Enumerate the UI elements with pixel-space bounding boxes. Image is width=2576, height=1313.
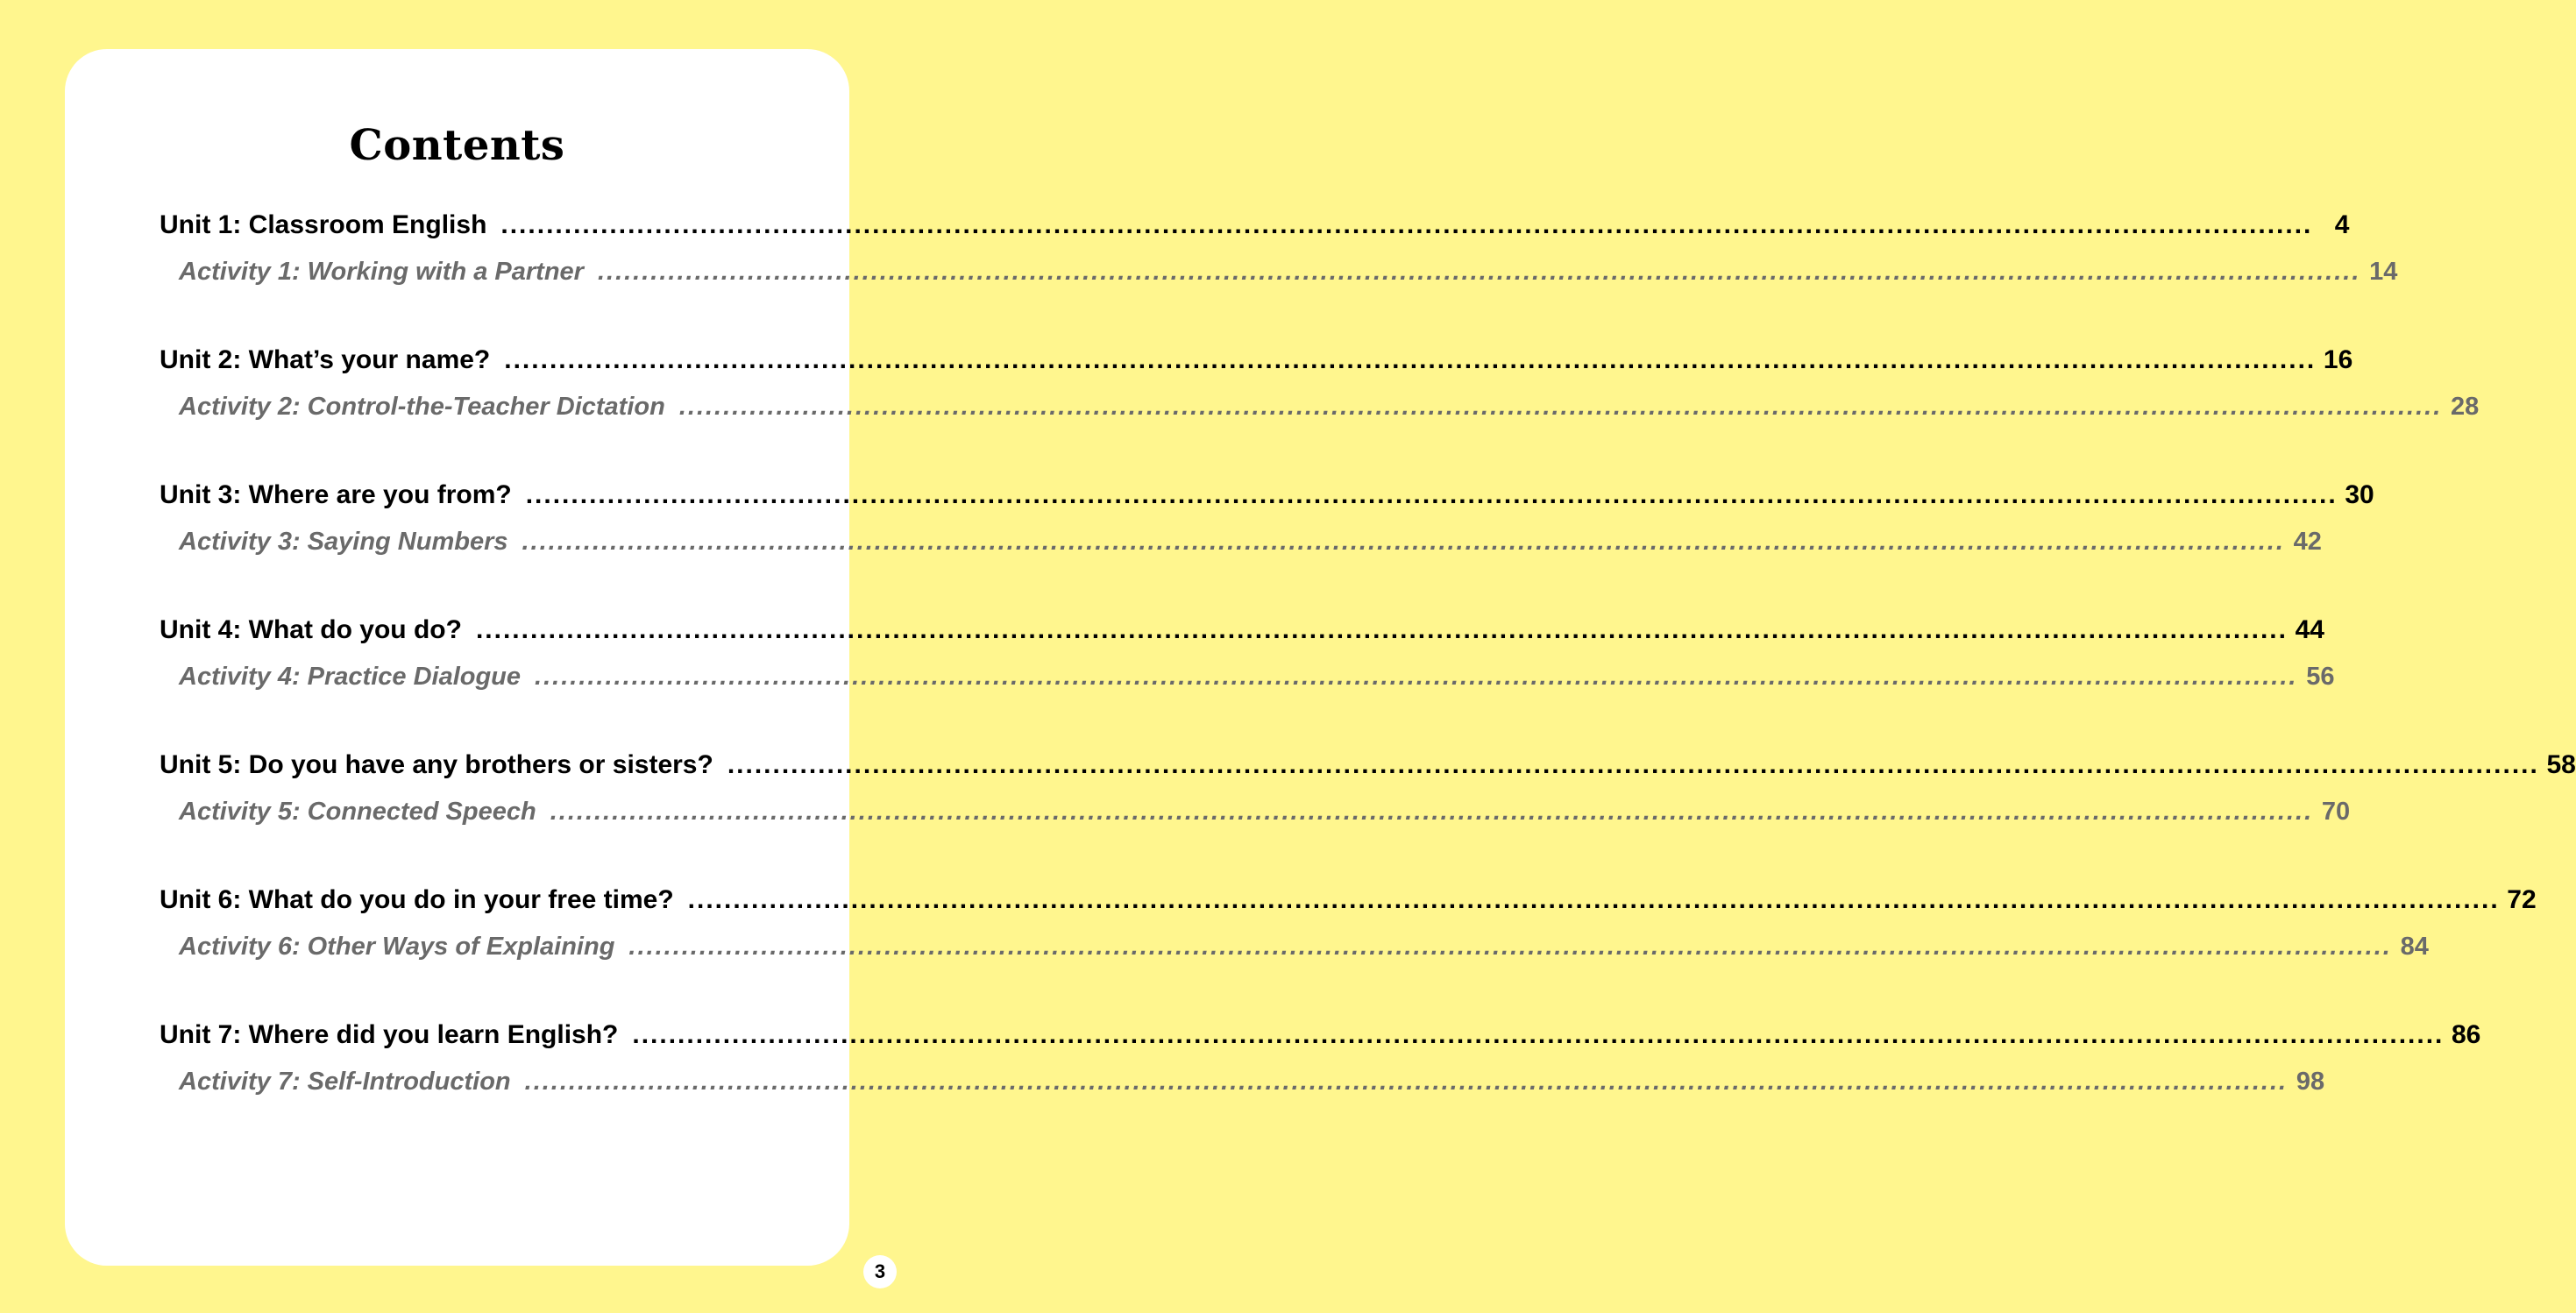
activity-title: Activity 3: Saying Numbers bbox=[179, 528, 508, 556]
dot-leader: ........................................................................................................................................................................................................ bbox=[632, 1020, 2445, 1049]
activity-title: Activity 5: Connected Speech bbox=[179, 798, 536, 826]
unit-title: Unit 2: What’s your name? bbox=[160, 345, 491, 374]
dot-leader: ........................................................................................................................................................................................................ bbox=[535, 663, 2298, 691]
toc-entry-unit-7[interactable] bbox=[160, 1020, 2481, 1068]
toc-group-unit-5 bbox=[160, 750, 2576, 885]
activity-title: Activity 1: Working with a Partner bbox=[179, 258, 584, 286]
unit-page-number: 30 bbox=[2345, 480, 2374, 509]
unit-page-number: 58 bbox=[2546, 750, 2576, 779]
toc-group-unit-1 bbox=[160, 210, 2398, 345]
toc-group-unit-3 bbox=[160, 480, 2374, 615]
toc-entry-activity-2[interactable] bbox=[179, 393, 2480, 440]
unit-title: Unit 6: What do you do in your free time? bbox=[160, 885, 674, 914]
unit-title: Unit 1: Classroom English bbox=[160, 210, 487, 239]
toc-group-unit-4 bbox=[160, 615, 2335, 750]
activity-title: Activity 6: Other Ways of Explaining bbox=[179, 933, 615, 961]
activity-page-number: 28 bbox=[2451, 393, 2480, 421]
dot-leader: ........................................................................................................................................................................................................ bbox=[500, 210, 2313, 239]
dot-leader: ........................................................................................................................................................................................................ bbox=[550, 798, 2314, 826]
toc-group-unit-7 bbox=[160, 1020, 2481, 1155]
unit-title: Unit 5: Do you have any brothers or sisters? bbox=[160, 750, 713, 779]
activity-title: Activity 4: Practice Dialogue bbox=[179, 663, 522, 691]
dot-leader: ........................................................................................................................................................................................................ bbox=[475, 615, 2288, 644]
page-number-badge: 3 bbox=[863, 1255, 897, 1288]
activity-page-number: 84 bbox=[2400, 933, 2429, 961]
toc-group-unit-2 bbox=[160, 345, 2480, 480]
toc-entry-activity-7[interactable] bbox=[179, 1068, 2325, 1115]
toc-entry-unit-6[interactable] bbox=[160, 885, 2537, 933]
dot-leader: ........................................................................................................................................................................................................ bbox=[678, 393, 2443, 421]
unit-page-number: 86 bbox=[2452, 1020, 2481, 1049]
dot-leader: ........................................................................................................................................................................................................ bbox=[522, 528, 2285, 556]
dot-leader: ........................................................................................................................................................................................................ bbox=[727, 750, 2539, 779]
toc-entry-unit-1[interactable] bbox=[160, 210, 2350, 258]
toc-entry-unit-5[interactable] bbox=[160, 750, 2576, 798]
dot-leader: ........................................................................................................................................................................................................ bbox=[525, 480, 2338, 509]
activity-page-number: 70 bbox=[2321, 798, 2351, 826]
toc-entry-unit-2[interactable] bbox=[160, 345, 2353, 393]
page-title: Contents bbox=[349, 121, 565, 170]
toc-group-unit-6 bbox=[160, 885, 2537, 1020]
toc-entry-activity-5[interactable] bbox=[179, 798, 2351, 845]
toc-entry-unit-3[interactable] bbox=[160, 480, 2374, 528]
unit-title: Unit 3: Where are you from? bbox=[160, 480, 512, 509]
contents-card bbox=[65, 49, 2576, 1266]
activity-title: Activity 2: Control-the-Teacher Dictation bbox=[179, 393, 665, 421]
dot-leader: ........................................................................................................................................................................................................ bbox=[628, 933, 2392, 961]
dot-leader: ........................................................................................................................................................................................................ bbox=[504, 345, 2317, 374]
unit-page-number: 16 bbox=[2323, 345, 2353, 374]
activity-page-number: 14 bbox=[2369, 258, 2398, 286]
activity-page-number: 56 bbox=[2306, 663, 2335, 691]
dot-leader: ........................................................................................................................................................................................................ bbox=[687, 885, 2500, 914]
unit-page-number: 44 bbox=[2295, 615, 2324, 644]
activity-title: Activity 7: Self-Introduction bbox=[179, 1068, 511, 1096]
toc-entry-unit-4[interactable] bbox=[160, 615, 2324, 663]
table-of-contents bbox=[160, 210, 2576, 1155]
toc-entry-activity-1[interactable] bbox=[179, 258, 2398, 305]
unit-page-number: 72 bbox=[2507, 885, 2537, 914]
activity-page-number: 98 bbox=[2296, 1068, 2325, 1096]
unit-page-number: 4 bbox=[2334, 210, 2350, 239]
unit-title: Unit 4: What do you do? bbox=[160, 615, 462, 644]
unit-title: Unit 7: Where did you learn English? bbox=[160, 1020, 619, 1049]
toc-entry-activity-6[interactable] bbox=[179, 933, 2429, 980]
dot-leader: ........................................................................................................................................................................................................ bbox=[524, 1068, 2289, 1096]
toc-entry-activity-4[interactable] bbox=[179, 663, 2335, 710]
activity-page-number: 42 bbox=[2293, 528, 2322, 556]
toc-entry-activity-3[interactable] bbox=[179, 528, 2322, 575]
dot-leader: ........................................................................................................................................................................................................ bbox=[597, 258, 2361, 286]
